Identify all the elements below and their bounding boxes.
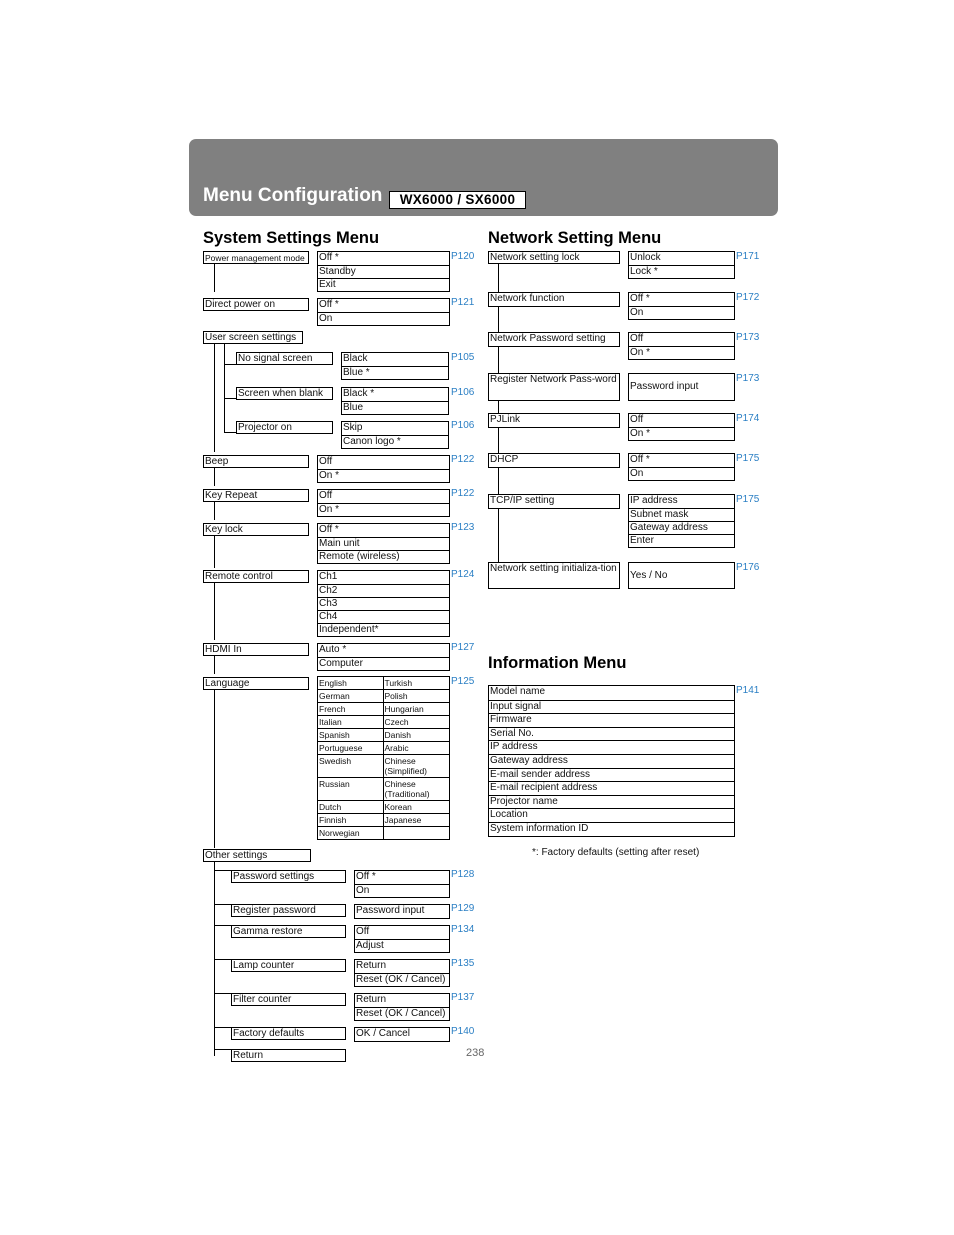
connector-line (214, 502, 215, 520)
language-option: English (318, 677, 384, 689)
factory-defaults-options (354, 1027, 450, 1042)
ref-link-p137[interactable]: P137 (451, 992, 475, 1003)
connector-line (224, 364, 236, 365)
menu-option: Skip (343, 422, 363, 433)
key-lock-options (317, 523, 450, 564)
menu-option: OK / Cancel (356, 1028, 410, 1039)
network-password-setting-label: Network Password setting (488, 332, 620, 347)
lamp-counter-options (354, 959, 450, 987)
language-option: German (318, 690, 384, 702)
network-setting-initialization-label: Network setting initializa-tion (488, 562, 620, 589)
pjlink-label: PJLink (488, 413, 620, 428)
connector-line (214, 536, 215, 568)
language-option: Chinese (Simplified) (384, 756, 428, 776)
menu-option: Yes / No (630, 570, 668, 581)
beep-label: Beep (203, 455, 309, 468)
connector-line (214, 344, 215, 452)
menu-option: Reset (OK / Cancel) (355, 973, 449, 986)
ref-link-p141[interactable]: P141 (736, 685, 760, 696)
menu-option: Off * (319, 252, 339, 263)
direct-power-on-label: Direct power on (203, 298, 309, 311)
menu-option: Unlock (630, 252, 661, 263)
password-settings-options (354, 870, 450, 898)
menu-option: Off (630, 333, 644, 344)
menu-option: Off (630, 414, 644, 425)
menu-option: Main unit (318, 537, 449, 550)
menu-option: Password input (630, 381, 699, 392)
connector-line (214, 993, 231, 994)
system-settings-heading: System Settings Menu (203, 229, 380, 247)
language-option: Japanese (384, 815, 422, 825)
language-option: Polish (384, 691, 408, 701)
menu-option: Off * (630, 293, 650, 304)
menu-option: Off (319, 456, 333, 467)
info-item: Gateway address (489, 754, 734, 768)
register-password-label: Register password (231, 904, 346, 917)
connector-line (224, 398, 236, 399)
lamp-counter-label: Lamp counter (231, 959, 346, 972)
screen-blank-options (341, 387, 449, 415)
info-item: Serial No. (489, 727, 734, 741)
network-setting-heading: Network Setting Menu (488, 229, 662, 247)
language-option: Turkish (384, 678, 413, 688)
language-option: Korean (384, 802, 412, 812)
language-option: Swedish (318, 755, 384, 777)
connector-line (224, 432, 236, 433)
ref-link-p135[interactable]: P135 (451, 958, 475, 969)
screen-when-blank-label: Screen when blank (236, 387, 333, 400)
ref-link-p125[interactable]: P125 (451, 676, 475, 687)
language-option: Chinese (Traditional) (384, 779, 430, 799)
info-item: IP address (489, 740, 734, 754)
language-option: Dutch (318, 801, 384, 813)
gamma-restore-label: Gamma restore (231, 925, 346, 938)
connector-line (214, 264, 215, 292)
projector-on-options (341, 421, 449, 449)
remote-control-options (317, 570, 450, 637)
dhcp-options (628, 453, 735, 481)
menu-option: Off * (319, 299, 339, 310)
menu-option: Return (356, 994, 387, 1005)
menu-option: Remote (wireless) (318, 550, 449, 563)
menu-option: Black (343, 353, 368, 364)
menu-option: Off (319, 490, 333, 501)
connector-line (214, 1049, 231, 1050)
ref-link-p134[interactable]: P134 (451, 924, 475, 935)
connector-line (214, 904, 231, 905)
ref-link-p174[interactable]: P174 (736, 413, 760, 424)
ref-link-p175[interactable]: P175 (736, 494, 760, 505)
menu-option: Subnet mask (629, 508, 734, 521)
network-setting-lock-label: Network setting lock (488, 251, 620, 264)
language-options-grid (317, 676, 450, 840)
user-screen-settings-label: User screen settings (203, 331, 303, 344)
ref-link-p124[interactable]: P124 (451, 569, 475, 580)
ref-link-p122[interactable]: P122 (451, 488, 475, 499)
network-function-options (628, 292, 735, 320)
key-repeat-options (317, 489, 450, 517)
menu-option: On (629, 467, 734, 480)
info-item: Model name (490, 686, 546, 697)
menu-option: Reset (OK / Cancel) (355, 1007, 449, 1020)
information-items-list (488, 685, 735, 837)
no-signal-screen-label: No signal screen (236, 352, 333, 365)
direct-power-options (317, 298, 450, 326)
menu-option: IP address (630, 495, 678, 506)
info-item: E-mail sender address (489, 768, 734, 782)
hdmi-in-label: HDMI In (203, 643, 309, 656)
menu-option: On (318, 312, 449, 325)
connector-line (214, 925, 231, 926)
menu-option: On (629, 306, 734, 319)
password-settings-label: Password settings (231, 870, 346, 883)
menu-option: Computer (318, 657, 449, 670)
language-option: Hungarian (384, 704, 424, 714)
info-item: Input signal (489, 700, 734, 714)
language-option: Italian (318, 716, 384, 728)
menu-option: Standby (318, 265, 449, 278)
menu-option: Black * (343, 388, 375, 399)
filter-counter-label: Filter counter (231, 993, 346, 1006)
language-option: French (318, 703, 384, 715)
info-item: E-mail recipient address (489, 781, 734, 795)
ref-link-p171[interactable]: P171 (736, 251, 760, 262)
ref-link-p123[interactable]: P123 (451, 522, 475, 533)
ref-link-p128[interactable]: P128 (451, 869, 475, 880)
ref-link-p129[interactable]: P129 (451, 903, 475, 914)
ref-link-p173[interactable]: P173 (736, 373, 760, 384)
connector-line (214, 690, 215, 848)
language-option (384, 827, 450, 839)
language-option: Finnish (318, 814, 384, 826)
page-number: 238 (466, 1047, 485, 1059)
information-menu-heading: Information Menu (488, 654, 627, 672)
menu-option: Auto * (319, 644, 347, 655)
ref-link-p106[interactable]: P106 (451, 387, 475, 398)
info-item: Projector name (489, 795, 734, 809)
gamma-restore-options (354, 925, 450, 953)
language-option: Spanish (318, 729, 384, 741)
beep-options (317, 455, 450, 483)
menu-option: On * (629, 346, 734, 359)
remote-control-label: Remote control (203, 570, 309, 583)
hdmi-in-options (317, 643, 450, 671)
no-signal-options (341, 352, 449, 380)
info-item: Firmware (489, 713, 734, 727)
return-label: Return (231, 1049, 346, 1062)
menu-option: Return (356, 960, 387, 971)
projector-on-label: Projector on (236, 421, 333, 434)
menu-option: Password input (356, 905, 425, 916)
info-item: System information ID (489, 822, 734, 836)
menu-option: Off * (356, 871, 376, 882)
connector-line (214, 870, 231, 871)
menu-option: On * (318, 469, 449, 482)
ref-link-p105[interactable]: P105 (451, 352, 475, 363)
ref-link-p121[interactable]: P121 (451, 297, 475, 308)
ref-link-p172[interactable]: P172 (736, 292, 760, 303)
menu-option: Ch2 (318, 584, 449, 597)
other-settings-label: Other settings (203, 849, 311, 862)
factory-default-note: *: Factory defaults (setting after reset) (532, 847, 700, 858)
tcpip-setting-label: TCP/IP setting (488, 494, 620, 509)
menu-option: Ch3 (318, 597, 449, 610)
ref-link-p176[interactable]: P176 (736, 562, 760, 573)
ref-link-p106[interactable]: P106 (451, 420, 475, 431)
menu-option: On * (318, 503, 449, 516)
connector-line (214, 1027, 231, 1028)
menu-option: Off * (319, 524, 339, 535)
key-lock-label: Key lock (203, 523, 309, 536)
connector-line (214, 583, 215, 640)
menu-option: Canon logo * (342, 435, 448, 448)
pjlink-options (628, 413, 735, 441)
ref-link-p120[interactable]: P120 (451, 251, 475, 262)
language-option: Danish (384, 730, 411, 740)
menu-option: Gateway address (629, 521, 734, 534)
dhcp-label: DHCP (488, 453, 620, 468)
network-init-options (628, 562, 735, 589)
ref-link-p140[interactable]: P140 (451, 1026, 475, 1037)
info-item: Location (489, 808, 734, 822)
menu-option: Blue * (342, 366, 448, 379)
page-title: Menu Configuration (203, 185, 383, 206)
power-management-mode-label: Power management mode (203, 251, 309, 264)
connector-line (224, 344, 225, 432)
menu-option: Blue (342, 401, 448, 414)
key-repeat-label: Key Repeat (203, 489, 309, 502)
register-network-password-options (628, 373, 735, 401)
factory-defaults-label: Factory defaults (231, 1027, 346, 1040)
menu-option: Adjust (355, 939, 449, 952)
header-bar (189, 139, 778, 216)
language-option: Norwegian (318, 827, 384, 839)
menu-option: Off (356, 926, 370, 937)
menu-option: On * (629, 427, 734, 440)
language-label: Language (203, 677, 309, 690)
network-function-label: Network function (488, 292, 620, 307)
network-lock-options (628, 251, 735, 279)
menu-option: On (355, 884, 449, 897)
menu-option: Ch4 (318, 610, 449, 623)
menu-option: Independent* (318, 623, 449, 636)
connector-line (214, 959, 231, 960)
power-management-options (317, 251, 450, 292)
ref-link-p173[interactable]: P173 (736, 332, 760, 343)
menu-option: Enter (629, 534, 734, 547)
connector-line (214, 656, 215, 674)
ref-link-p175[interactable]: P175 (736, 453, 760, 464)
tcpip-options (628, 494, 735, 548)
connector-line (214, 468, 215, 486)
register-network-password-label: Register Network Pass-word (488, 373, 620, 401)
filter-counter-options (354, 993, 450, 1021)
ref-link-p127[interactable]: P127 (451, 642, 475, 653)
menu-option: Lock * (629, 265, 734, 278)
menu-option: Ch1 (319, 571, 338, 582)
register-password-options (354, 904, 450, 919)
model-badge: WX6000 / SX6000 (389, 191, 526, 209)
language-option: Czech (384, 717, 409, 727)
network-password-options (628, 332, 735, 360)
language-option: Russian (318, 778, 384, 800)
language-option: Arabic (384, 743, 409, 753)
menu-option: Off * (630, 454, 650, 465)
language-option: Portuguese (318, 742, 384, 754)
menu-option: Exit (318, 278, 449, 291)
ref-link-p122[interactable]: P122 (451, 454, 475, 465)
